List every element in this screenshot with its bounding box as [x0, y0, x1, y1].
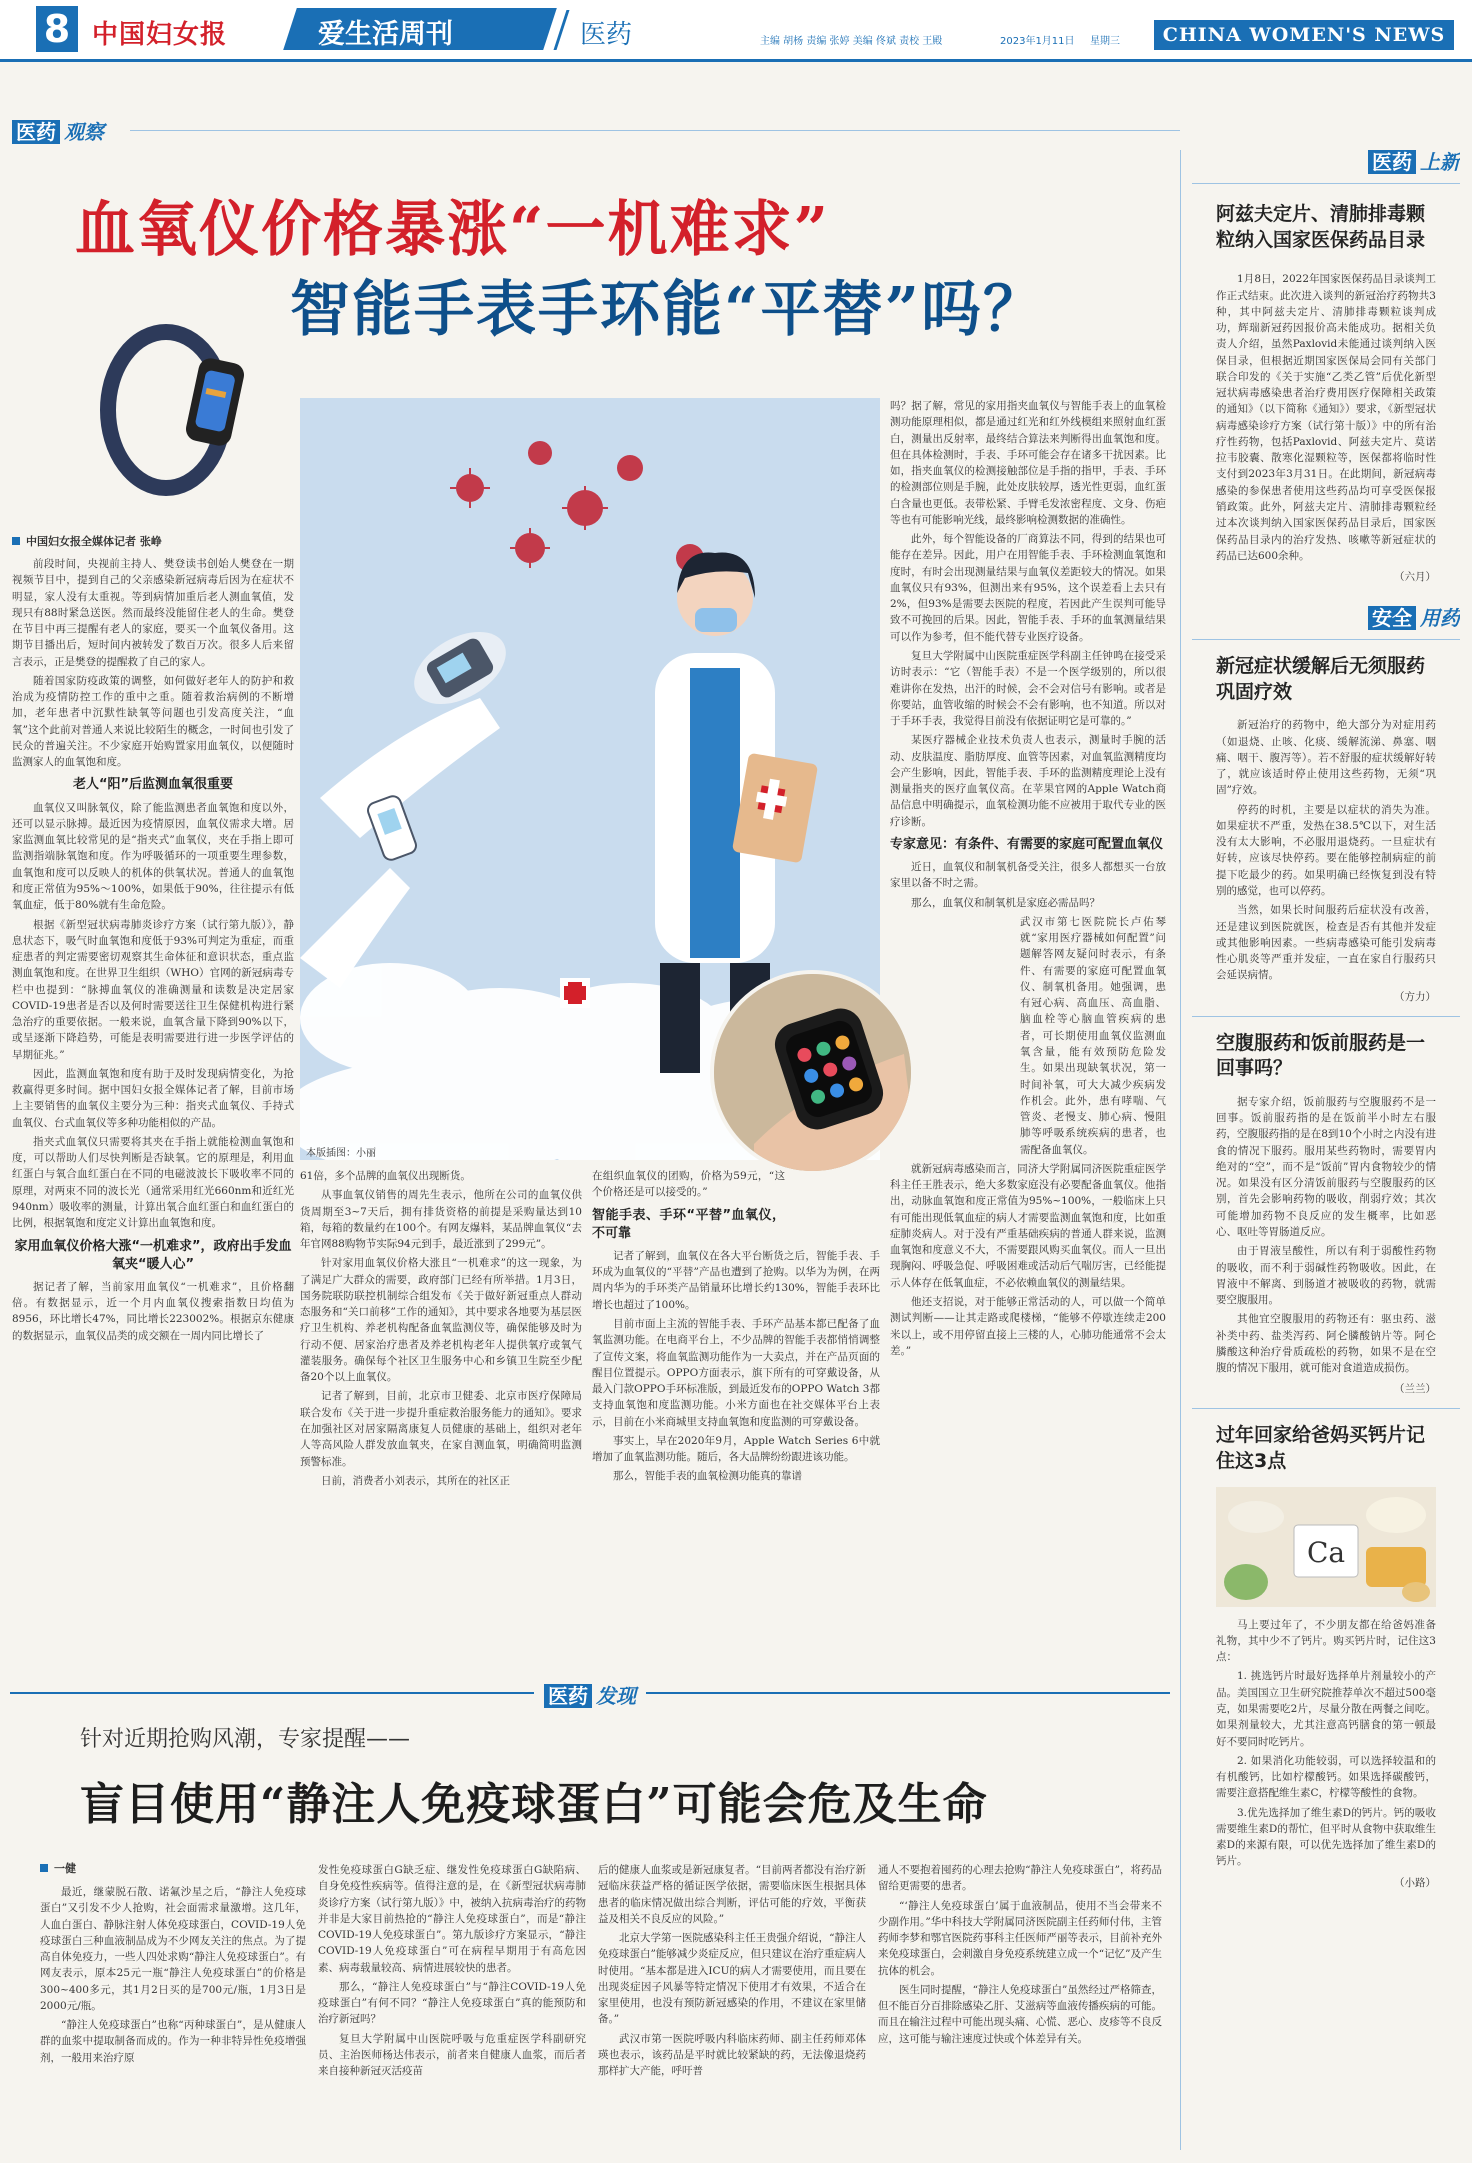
main-col-2 — [300, 1168, 582, 1670]
sidebar-news-title: 阿兹夫定片、清肺排毒颗粒纳入国家医保药品目录 — [1216, 203, 1426, 251]
masthead — [0, 0, 1472, 62]
staff-line: 主编 胡杨 责编 张婷 美编 佟斌 责校 王殿 — [760, 36, 943, 47]
sidebar-art1-sign: （方力） — [1394, 990, 1436, 1003]
sidebar-sep — [1192, 1408, 1460, 1409]
smartwatch-photo — [710, 970, 915, 1175]
subhead-expert-opinion: 专家意见：有条件、有需要的家庭可配置血氧仪 — [890, 836, 1164, 852]
col4-para: 某医疗器械企业技术负责人也表示，测量时手腕的活动、皮肤温度、脂肪厚度、血管等因素，对血氧监测精度均会产生影响，因此，智能手表、手环的监测精度理论上没有测量指夹的医疗血氧仪高。在苹果官网的Apple Watch商品信息中明确提示，血氧检测功能不应被用于取代专业的医疗诊断。 — [890, 734, 1166, 828]
subhead-price-surge: 家用血氧仪价格大涨“一机难求”，政府出手发血氧夹“暖人心” — [14, 1238, 292, 1272]
col4-para: 就新冠病毒感染而言，同济大学附属同济医院重症医学科主任王胜表示，绝大多数家庭没有必要配备血氧仪。他指出，动脉血氧饱和度正常值为95%~100%，一般临床上只有可能出现低氧血症的病人才需要监测血氧饱和度，比如重症肺炎病人。对于没有严重基础疾病的普通人群来说，监测血氧饱和度意义不大，不需要跟风购买血氧仪。而人一旦出现胸闷、呼吸急促、呼吸困难或活动后气喘厉害，已经能提示人体存在低氧血症，不必依赖血氧仪的测量结果。 — [890, 1162, 1166, 1289]
bottom-col2-para: 那么，“静注人免疫球蛋白”与“静注COVID-19人免疫球蛋白”有何不同？“静注人免疫球蛋白”真的能预防和治疗新冠吗？ — [318, 1980, 586, 2026]
tag-rest: 上新 — [1420, 150, 1460, 174]
bottom-kicker: 针对近期抢购风潮，专家提醒—— — [80, 1727, 411, 1752]
main-col-3 — [592, 1168, 880, 1670]
bottom-section-tag — [534, 1680, 646, 1709]
sidebar-art3-body — [1192, 1617, 1460, 1873]
bottom-col2-para: 复旦大学附属中山医院呼吸与危重症医学科副研究员、主治医师杨达伟表示，前者来自健康人血浆，而后者来自接种新冠灭活疫苗 — [318, 2032, 586, 2078]
headline-line-1: 血氧仪价格暴涨“一机难求” — [75, 195, 831, 265]
sidebar-art3-para: 马上要过年了，不少朋友都在给爸妈准备礼物，其中少不了钙片。购买钙片时，记住这3点： — [1216, 1618, 1436, 1664]
byline-marker — [12, 537, 20, 545]
smart-band-photo — [96, 300, 256, 500]
sidebar-art3-title: 过年回家给爸妈买钙片记住这3点 — [1216, 1424, 1426, 1473]
bottom-col-3 — [598, 1862, 866, 2154]
col3-para: 在组织血氧仪的团购，价格为59元，“这个价格还是可以接受的。” — [592, 1170, 785, 1199]
illustration-credit: 本版插图：小丽 — [306, 1148, 376, 1159]
svg-text:Ca: Ca — [1306, 1535, 1346, 1569]
english-name: CHINA WOMEN'S NEWS — [1154, 20, 1454, 50]
col2-para: 61倍，多个品牌的血氧仪出现断货。 — [300, 1170, 471, 1182]
byline-marker — [40, 1864, 48, 1872]
tag-box: 医药 — [1368, 150, 1416, 174]
col2-para: 记者了解到，目前，北京市卫健委、北京市医疗保障局联合发布《关于进一步提升重症救治服务能力的通知》。要求在加强社区对居家隔离康复人员健康的基础上，组织对老年人等高风险人群发放血氧夹，在家自测血氧，明确简明监测预警标准。 — [300, 1390, 582, 1468]
sidebar-art3-point: 1. 挑选钙片时最好选择单片剂量较小的产品。美国国立卫生研究院推荐单次不超过500毫克，如果需要吃2片，尽量分散在两餐之间吃。如果剂量较大，尤其注意高钙膳食的第一顿最好不要同时吃钙片。 — [1216, 1670, 1436, 1748]
main-section-tag — [12, 116, 104, 145]
sidebar-art1-title: 新冠症状缓解后无须服药巩固疗效 — [1216, 655, 1426, 703]
col4-para: 武汉市第七医院院长卢佑琴就“家用医疗器械如何配置”问题解答网友疑问时表示，有条件、有需要的家庭可配置血氧仪、制氧机备用。她强调，患有冠心病、高血压、高血脂、脑血栓等心脑血管疾病的患者，可长期使用血氧仪监测血氧含量，能有效预防危险发生。如果出现缺氧状况，第一时间补氧，可大大减少疾病发作机会。此外，患有哮喘、气管炎、老慢支、肺心病、慢阻肺等呼吸系统疾病的患者，也需配备血氧仪。 — [1020, 915, 1166, 1156]
col1-para: 随着国家防疫政策的调整，如何做好老年人的防护和救治成为疫情防控工作的重中之重。随着救治病例的不断增加，老年患者中沉默性缺氧等问题也引发高度关注，“血氧”这个此前对普通人来说比较陌生的概念，一时间也引发了民众的普遍关注。不少家庭开始购置家用血氧仪，以便随时监测家人的血氧饱和度。 — [12, 674, 294, 769]
sidebar-art2-body — [1192, 1094, 1460, 1380]
bottom-col4-para: “‘静注人免疫球蛋白’属于血液制品，使用不当会带来不少副作用。”华中科技大学附属同济医院副主任药师付伟，主管药师李梦和鄂官医院药事科主任医师严丽等表示，目前补充外来免疫球蛋白，会刺激自身免疫系统建立成一个“记忆”及产生抗体的机会。 — [878, 1899, 1162, 1977]
paper-name: 中国妇女报 — [92, 20, 228, 50]
tag-rest: 发现 — [596, 1684, 636, 1708]
section-title: 爱生活周刊 — [318, 19, 453, 50]
byline — [12, 533, 292, 549]
sidebar-art1-para: 当然，如果长时间服药后症状没有改善，还是建议到医院就医，检查是否有其他并发症或其他影响因素。一些病毒感染可能引发病毒性心肌炎等严重并发症，一直在家自行服药只会延误病情。 — [1216, 904, 1436, 982]
subhead-monitor-oxygen: 老人“阳”后监测血氧很重要 — [72, 777, 234, 793]
col4-para: 近日，血氧仪和制氧机备受关注，很多人都想买一台放家里以备不时之需。 — [890, 861, 1166, 890]
bottom-headline: 盲目使用“静注人免疫球蛋白”可能会危及生命 — [80, 1779, 988, 1830]
sidebar-art1-para: 停药的时机，主要是以症状的消失为准。如果症状不严重，发热在38.5℃以下，对生活没有太大影响，不必服用退烧药。一旦症状有好转，应该尽快停药。要在能够控制病症的前提下吃最少的药。如果明确已经恢复到没有特别的感觉，也可以停药。 — [1216, 803, 1436, 897]
sidebar-art3-point: 3.优先选择加了维生素D的钙片。钙的吸收需要维生素D的帮忙，但平时从食物中获取维生素D的来源有限，可以优先选择加了维生素D的钙片。 — [1216, 1806, 1436, 1868]
col4-para: 那么，血氧仪和制氧机是家庭必需品吗？ — [911, 896, 1100, 909]
col1-para: 指夹式血氧仪只需要将其夹在手指上就能检测血氧饱和度，可以帮助人们尽快判断是否缺氧。它的原理是，利用血红蛋白与氧合血红蛋白在不同的电磁波波长下吸收率不同的原理，对两束不同的波长光（通常采用红光660nm和近红光940nm）吸收率的测量，计算出氧合血红蛋白和血红蛋白的比例，根据氧饱和度定义计算出血氧饱和度。 — [12, 1135, 294, 1230]
sidebar-art2-title: 空腹服药和饭前服药是一回事吗？ — [1216, 1031, 1426, 1080]
tag-rest: 观察 — [64, 120, 104, 144]
page-number: 8 — [36, 6, 78, 52]
bottom-col4-para: 医生同时提醒，“静注人免疫球蛋白”虽然经过严格筛查，但不能百分百排除感染乙肝、艾滋病等血液传播疾病的可能。而且在输注过程中可能出现头痛、心慌、恶心、皮疹等不良反应，这可能与输注速度过快或个体差异有关。 — [878, 1983, 1162, 2045]
bottom-col-2 — [318, 1862, 586, 2154]
section-divider — [554, 10, 570, 50]
sidebar-art3-point: 2. 如果消化功能较弱，可以选择较温和的有机酸钙，比如柠檬酸钙。如果选择碳酸钙，需要注意搭配维生素C，柠檬等酸性的食物。 — [1216, 1754, 1436, 1800]
col1-para: 血氧仪又叫脉氧仪，除了能监测患者血氧饱和度以外，还可以显示脉搏。最近因为疫情原因，血氧仪需求大增。居家监测血氧比较常见的是“指夹式”血氧仪，夹在手指上即可监测指端脉氧饱和度。作为呼吸循环的一项重要生理参数，血氧饱和度可以反映人的机体的供氧状况。普通人的血氧饱和度正常值为95%～100%，如果低于90%，往往提示有低氧血症，低于80%就有生命危险。 — [12, 801, 294, 912]
bottom-byline — [40, 1860, 76, 1876]
sidebar-safe-rule — [1192, 639, 1460, 640]
sidebar-news-tag — [1192, 146, 1460, 175]
tag-box: 医药 — [544, 1684, 592, 1708]
sidebar-news-para: 1月8日，2022年国家医保药品目录谈判工作正式结束。此次进入谈判的新冠治疗药物共3种，其中阿兹夫定片、清肺排毒颗粒谈判成功，辉瑞新冠药因报价高未能成功。据相关负责人介绍，虽然Paxlovid未能通过谈判纳入医保目录，但根据近期国家医保局会同有关部门联合印发的《关于实施“乙类乙管”后优化新型冠状病毒感染患者治疗费用医疗保障相关政策的通知》（以下简称《通知》）要求，《新型冠状病毒感染诊疗方案（试行第十版）》中的所有治疗性药物，包括Paxlovid、阿兹夫定片、莫诺拉韦胶囊、散寒化湿颗粒等，医保都将临时性支付到2023年3月31日。在此期间，新冠病毒感染的参保患者使用这些药品均可享受医保报销政策。此外，阿兹夫定片、清肺排毒颗粒经过本次谈判纳入国家医保药品目录后，国家医保药品目录内的治疗发热、咳嗽等新冠症状的药品已达600余种。 — [1216, 273, 1436, 562]
col4-para: 复旦大学附属中山医院重症医学科副主任钟鸣在接受采访时表示：“它（智能手表）不是一个医学级别的，所以很难讲你在发热，出汗的时候，会不会对信号有影响。或者是你要站，血管收缩的时候会不会有影响，也不知道。所以对于手环手表，我觉得目前没有依据证明它是可靠的。” — [890, 649, 1166, 728]
sidebar-art2-para: 由于胃液呈酸性，所以有利于弱酸性药物的吸收，而不利于弱碱性药物吸收。因此，在胃液中不解离、到肠道才被吸收的药物，就需要空腹服用。 — [1216, 1245, 1436, 1307]
tag-box: 安全 — [1368, 606, 1416, 630]
calcium-photo — [1216, 1487, 1436, 1607]
col2-para: 从事血氧仪销售的周先生表示，他所在公司的血氧仪供货周期至3~7天后，拥有排货资格的前提是采购量达到10箱，每箱的数量约在100个。有网友爆料，某品牌血氧仪“去年官网88购物节实际94元到手，最近涨到了299元”。 — [300, 1189, 582, 1251]
subhead-smartwatch: 智能手表、手环“平替”血氧仪，不可靠 — [592, 1207, 785, 1241]
sidebar-art1-body — [1192, 717, 1460, 986]
bottom-col1-para: “静注人免疫球蛋白”也称“丙种球蛋白”，是从健康人群的血浆中提取制备而成的。作为一种非特异性免疫增强剂，一般用来治疗原 — [40, 2019, 306, 2064]
sidebar-news-sign: （六月） — [1394, 571, 1436, 584]
bottom-col4-para: 通人不要抱着囤药的心理去抢购“静注人免疫球蛋白”，将药品留给更需要的患者。 — [878, 1864, 1162, 1893]
col2-para: 针对家用血氧仪价格大涨且“一机难求”的这一现象，为了满足广大群众的需要，政府部门已经有所举措。1月3日，国务院联防联控机制综合组发布《关于做好新冠重点人群动态服务和“关口前移”工作的通知》，其中要求各地要为基层医疗卫生机构、养老机构配备血氧监测仪等，确保能够及时为行动不便、居家治疗患者及养老机构老年人提供氧疗或氧气灌装服务。确保每个社区卫生服务中心和乡镇卫生院至少配备20个以上血氧仪。 — [300, 1257, 582, 1384]
sidebar-divider — [1180, 150, 1181, 2150]
col2-para: 日前，消费者小刘表示，其所在的社区正 — [321, 1474, 510, 1487]
byline-text: 中国妇女报全媒体记者 张峥 — [26, 535, 162, 548]
headline-line-2: 智能手表手环能“平替”吗？ — [290, 275, 1046, 345]
issue-date: 2023年1月11日 — [1000, 36, 1075, 47]
issue-weekday: 星期三 — [1090, 36, 1120, 47]
sidebar — [1192, 140, 1460, 2158]
sidebar-art3-sign: （小路） — [1394, 1876, 1436, 1889]
main-col-1 — [12, 556, 294, 1670]
sidebar-news-body — [1192, 271, 1460, 567]
bottom-col3-para: 后的健康人血浆或是新冠康复者。“目前两者都没有治疗新冠临床获益严格的循证医学依据，需要临床医生根据具体患者的临床情况做出综合判断，评估可能的疗效，平衡获益及相关不良反应的风险。” — [598, 1864, 866, 1925]
col1-para: 据记者了解，当前家用血氧仪“一机难求”，且价格翻倍。有数据显示，近一个月内血氧仪搜索指数日均值为8956，环比增长47%，同比增长223002%。根据京东健康的数据显示，血氧仪品类的成交额在一周内同比增长了 — [12, 1280, 294, 1342]
bottom-col-1 — [40, 1884, 306, 2154]
col3-para: 事实上，早在2020年9月，Apple Watch Series 6中就增加了血氧监测功能。随后，各大品牌纷纷跟进该功能。 — [592, 1434, 880, 1464]
col3-para: 目前市面上主流的智能手表、手环产品基本都已配备了血氧监测功能。在电商平台上，不少品牌的智能手表都悄悄调整了宣传文案，将血氧监测功能作为一大卖点，并在产品页面的醒目位置提示。OPPO方面表示，旗下所有的可穿戴设备，从最入门款OPPO手环标准版，到最近发布的OPPO Watch 3都支持血氧饱和度监测功能。小米方面也在社交媒体平台上表示，目前在小米商城里支持血氧饱和度监测的可穿戴设备。 — [592, 1317, 880, 1428]
col1-para: 前段时间，央视前主持人、樊登读书创始人樊登在一期视频节目中，提到自己的父亲感染新冠病毒后因为在症状不明显，家人没有太重视。等到病情加重后老人测血氧值，发现只有88时紧急送医。然而最终没能留住老人的生命。樊登在节目中再三提醒有老人的家庭，要买一个血氧仪备用。这期节目播出后，短时间内被转发了数百万次。很多人后来留言表示，正是樊登的提醒救了自己的家人。 — [12, 558, 294, 668]
tag-rest: 用药 — [1420, 606, 1460, 631]
col4-para: 此外，每个智能设备的厂商算法不同，得到的结果也可能存在差异。因此，用户在用智能手表、手环检测血氧饱和度时，有时会出现测量结果与血氧仪差距较大的情况。如果血氧仪只有93%，但测出来有95%，这个误差看上去只有2%，但93%是需要去医院的程度，若因此产生误判可能导致不可挽回的后果。因此，智能手表、手环的血氧测量结果可以作为参考，但不能代替专业医疗设备。 — [890, 533, 1166, 643]
sidebar-art2-para: 据专家介绍，饭前服药与空腹服药不是一回事。饭前服药指的是在饭前半小时左右服药，空腹服药指的是在8到10个小时之内没有进食的情况下服药。服用某些药物时，需要胃内绝对的“空”，而不是“饭前”胃内食物较少的情况。如果没有区分清饭前服药与空腹服药的区别，首先会影响药物的吸收，削弱疗效；其次可能增加药物不良反应的发生概率，比如恶心、呕吐等胃肠道反应。 — [1216, 1095, 1436, 1238]
sidebar-art1-para: 新冠治疗的药物中，绝大部分为对症用药（如退烧、止咳、化痰、缓解流涕、鼻塞、咽痛、咽干、腹泻等）。若不舒服的症状缓解好转了，就应该适时停止使用这些药物，无须“巩固”疗效。 — [1216, 719, 1436, 797]
tag-box: 医药 — [12, 120, 60, 144]
tag-rule — [130, 130, 1180, 131]
bottom-col-4 — [878, 1862, 1162, 2154]
bottom-byline-text: 一健 — [54, 1862, 76, 1875]
main-col-4 — [890, 398, 1166, 1670]
col1-para: 根据《新型冠状病毒肺炎诊疗方案（试行第九版）》，静息状态下，吸气时血氧饱和度低于93%可判定为重症，而重症患者的判定需要密切观察其生命体征和意识状态，重点监测血氧饱和度。在世界卫生组织（WHO）官网的新冠病毒专栏中也提到：“脉搏血氧仪的准确测量和读数是决定居家COVID-19患者是否以及何时需要送往卫生保健机构进行紧急治疗的重要依据。一般来说，血氧含量下降到90%以下，或呈逐渐下降趋势，可能是表明需要进行进一步医学评估的早期征兆。” — [12, 918, 294, 1061]
sidebar-sep — [1192, 1016, 1460, 1017]
sidebar-news-rule — [1192, 183, 1460, 184]
sidebar-safe-tag — [1192, 602, 1460, 631]
bottom-col3-para: 北京大学第一医院感染科主任王贵强介绍说，“静注人免疫球蛋白”能够减少炎症反应，但只建议在治疗重症病人时使用。“基本都是进入ICU的病人才需要使用，而且要在出现炎症因子风暴等特定情况下使用才有效果，不适合在家里使用，也没有预防新冠感染的作用，不建议在家里储备。” — [598, 1932, 866, 2026]
col3-para: 那么，智能手表的血氧检测功能真的靠谱 — [613, 1470, 802, 1483]
bottom-col2-para: 发性免疫球蛋白G缺乏症、继发性免疫球蛋白G缺陷病、自身免疫性疾病等。值得注意的是，在《新型冠状病毒肺炎诊疗方案（试行第九版）》中，被纳入抗病毒治疗的药物并非是大家目前热抢的“静注人免疫球蛋白”，而是“静注COVID-19人免疫球蛋白”。第九版诊疗方案显示，“静注COVID-19人免疫球蛋白”可在病程早期用于有高危因素、病毒载量较高、病情进展较快的患者。 — [318, 1864, 586, 1974]
bottom-col3-para: 武汉市第一医院呼吸内科临床药师、副主任药师邓体瑛也表示，该药品是平时就比较紧缺的药，无法像退烧药那样扩大产能，呼吁普 — [598, 2032, 866, 2078]
sidebar-art2-para: 其他宜空腹服用的药物还有：驱虫药、滋补类中药、盐类泻药、阿仑膦酸钠片等。阿仑膦酸这种治疗骨质疏松的药物，如果不是在空腹的情况下服用，就可能对食道造成损伤。 — [1216, 1313, 1436, 1375]
col3-para: 记者了解到，血氧仪在各大平台断货之后，智能手表、手环成为血氧仪的“平替”产品也遭到了抢购。以华为为例，在两周内华为的手环类产品销量环比增长约130%，智能手表环比增长也超过了100%。 — [592, 1249, 880, 1311]
sidebar-art2-sign: （兰兰） — [1394, 1383, 1436, 1396]
col4-para: 他还支招说，对于能够正常活动的人，可以做一个简单测试判断——让其走路或爬楼梯，“能够不停歇连续走200米以上，或不用停留直接上三楼的人，心肺功能通常不会太差。” — [890, 1296, 1166, 1357]
col1-para: 因此，监测血氧饱和度有助于及时发现病情变化，为抢救赢得更多时间。据中国妇女报全媒体记者了解，目前市场上主要销售的血氧仪主要分为三种：指夹式血氧仪、手持式血氧仪、台式血氧仪等多种功能相似的产品。 — [12, 1067, 294, 1129]
col4-para: 吗？据了解，常见的家用指夹血氧仪与智能手表上的血氧检测功能原理相似，都是通过红光和红外线模组来照射血红蛋白，测量出反射率，最终结合算法来判断得出血氧饱和度。但在具体检测时，手表、手环可能会存在诸多干扰因素。比如，指夹血氧仪的检测接触部位是手指的指甲，手表、手环的检测部位则是手腕，此处皮肤较厚，透光性更弱，血红蛋白含量也更低。表带松紧、手臂毛发浓密程度、文身、伤疤等也有可能影响光线，最终影响检测数据的准确性。 — [890, 400, 1166, 526]
bottom-col1-para: 最近，继蒙脱石散、诺氟沙星之后，“静注人免疫球蛋白”又引发不少人抢购，社会面需求量激增。这几年，人血白蛋白、静脉注射人体免疫球蛋白，COVID-19人免疫球蛋白三种血液制品成为不少网友关注的焦点。为了提高自体免疫力，一些人四处求购“静注人免疫球蛋白”。有网友表示，原本25元一瓶“静注人免疫球蛋白”的价格是300~400多元，其1月2日买的是700元/瓶，1月3日是2000元/瓶。 — [40, 1886, 306, 2012]
section-tag: 医药 — [580, 20, 633, 50]
